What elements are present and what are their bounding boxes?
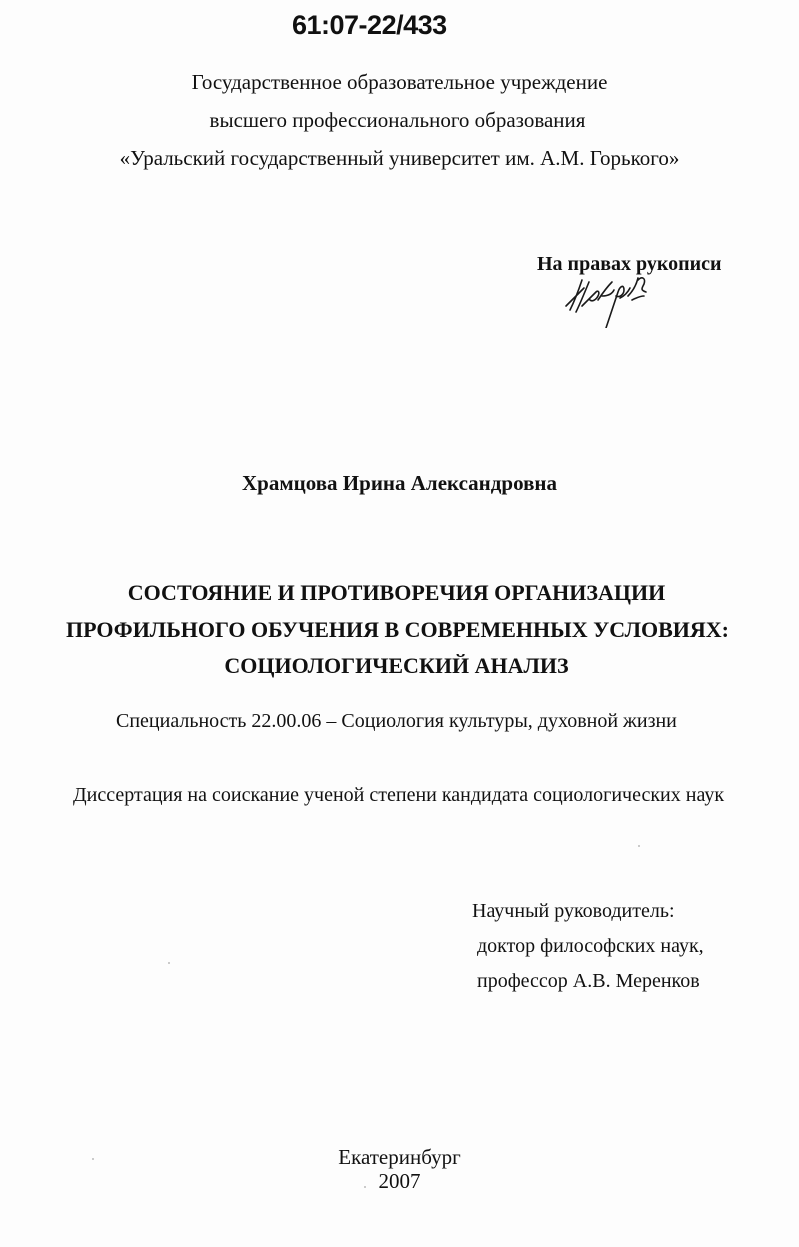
city: Екатеринбург bbox=[338, 1145, 461, 1169]
scan-speck bbox=[92, 1158, 94, 1160]
author-name: Храмцова Ирина Александровна bbox=[241, 471, 558, 495]
dissertation-line: Диссертация на соискание ученой степени кандидата социологических наук bbox=[73, 784, 725, 806]
scan-speck bbox=[638, 845, 640, 847]
manuscript-label: На правах рукописи bbox=[537, 253, 722, 275]
advisor-heading: Научный руководитель: bbox=[472, 900, 675, 922]
institution-line-1: Государственное образовательное учреждение bbox=[191, 70, 608, 94]
year: 2007 bbox=[378, 1169, 421, 1193]
institution-line-3: «Уральский государственный университет им. А.М. Горького» bbox=[119, 146, 680, 170]
title-line-2: ПРОФИЛЬНОГО ОБУЧЕНИЯ В СОВРЕМЕННЫХ УСЛОВИЯХ: bbox=[66, 617, 729, 642]
title-line-3: СОЦИОЛОГИЧЕСКИЙ АНАЛИЗ bbox=[224, 653, 569, 678]
advisor-degree: доктор философских наук, bbox=[477, 935, 704, 957]
scan-speck bbox=[364, 1186, 366, 1188]
institution-line-2: высшего профессионального образования bbox=[209, 108, 586, 132]
advisor-name: профессор А.В. Меренков bbox=[477, 970, 700, 992]
signature-icon bbox=[562, 266, 672, 328]
scan-speck bbox=[168, 962, 170, 964]
catalog-number: 61:07-22/433 bbox=[292, 10, 447, 40]
specialty-line: Специальность 22.00.06 – Социология культуры, духовной жизни bbox=[116, 710, 677, 732]
title-line-1: СОСТОЯНИЕ И ПРОТИВОРЕЧИЯ ОРГАНИЗАЦИИ bbox=[127, 580, 666, 605]
